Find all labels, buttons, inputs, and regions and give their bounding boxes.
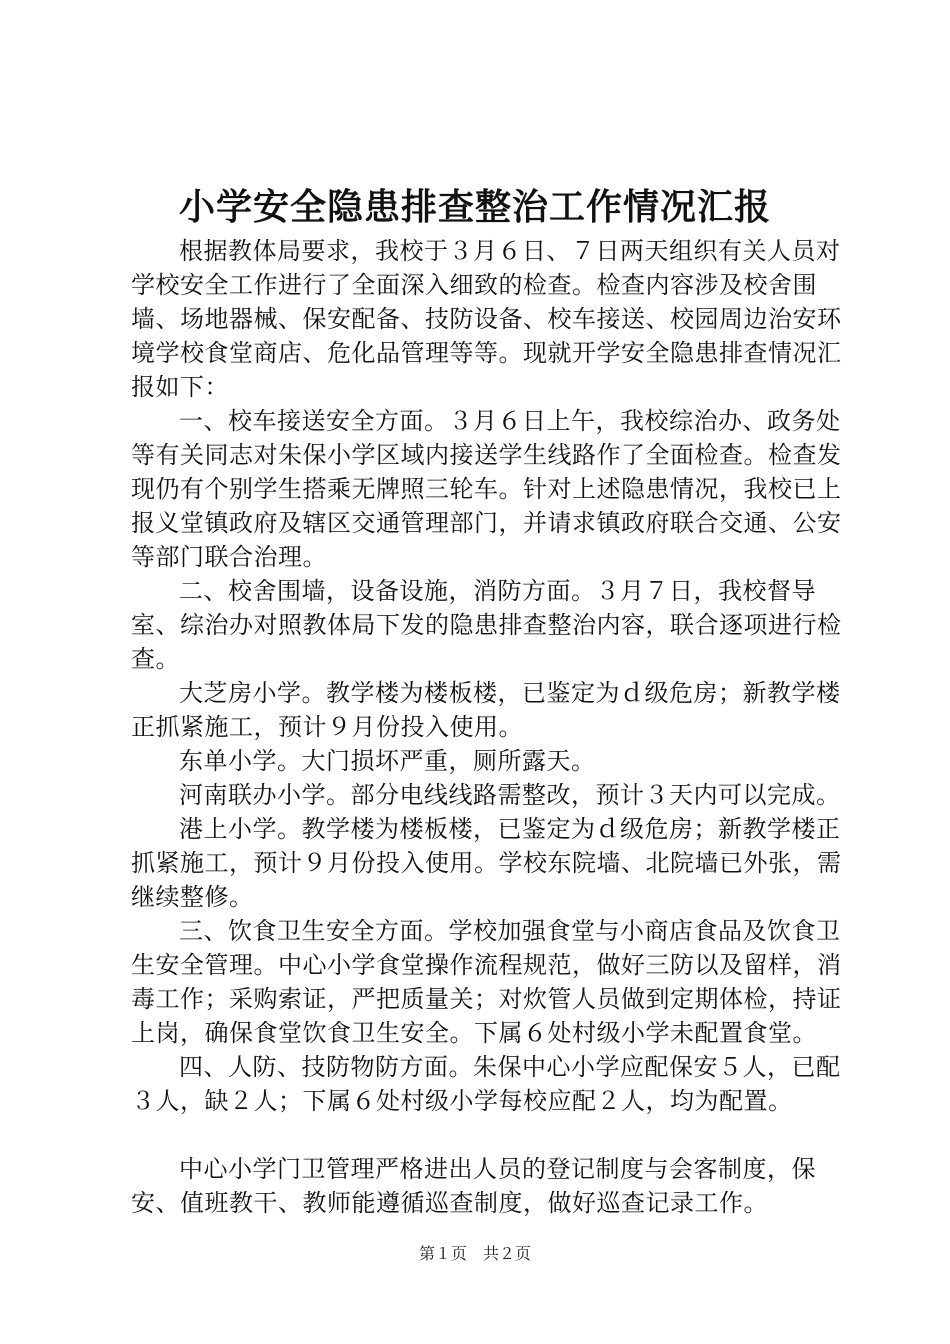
paragraph-gatekeeping: 中心小学门卫管理严格进出人员的登记制度与会客制度，保安、值班教干、教师能遵循巡查制度，做好巡查记录工作。 [131,1155,816,1217]
paragraph-dazhifang: 大芝房小学。教学楼为楼板楼，已鉴定为ｄ级危房；新教学楼正抓紧施工，预计９月份投入使用。 [131,679,841,741]
paragraph-security: 四、人防、技防物防方面。朱保中心小学应配保安５人，已配３人，缺２人；下属６处村级小学每校应配２人，均为配置。 [131,1053,841,1115]
paragraph-food-safety: 三、饮食卫生安全方面。学校加强食堂与小商店食品及饮食卫生安全管理。中心小学食堂操作流程规范，做好三防以及留样，消毒工作；采购索证，严把质量关；对炊管人员做到定期体检，持证上岗，确保食堂饮食卫生安全。下属６处村级小学未配置食堂。 [131,917,842,1047]
paragraph-buildings: 二、校舍围墙，设备设施，消防方面。３月７日，我校督导室、综治办对照教体局下发的隐患排查整治内容，联合逐项进行检查。 [131,577,842,673]
paragraph-gangshang: 港上小学。教学楼为楼板楼，已鉴定为ｄ级危房；新教学楼正抓紧施工，预计９月份投入使用。学校东院墙、北院墙已外张，需继续整修。 [131,815,842,911]
paragraph-school-bus: 一、校车接送安全方面。３月６日上午，我校综治办、政务处等有关同志对朱保小学区域内接送学生线路作了全面检查。检查发现仍有个别学生搭乘无牌照三轮车。针对上述隐患情况，我校已上报义堂镇政府及辖区交通管理部门，并请求镇政府联合交通、公安等部门联合治理。 [131,407,842,571]
paragraph-henan: 河南联办小学。部分电线线路需整改，预计３天内可以完成。 [179,781,841,809]
page-number: 第１页 共２页 [418,1244,531,1263]
document-title: 小学安全隐患排查整治工作情况汇报 [178,186,771,228]
paragraph-dongdan: 东单小学。大门损坏严重，厕所露天。 [179,747,596,775]
document-body [131,234,851,1220]
paragraph-intro: 根据教体局要求，我校于３月６日、７日两天组织有关人员对学校安全工作进行了全面深入细致的检查。检查内容涉及校舍围墙、场地器械、保安配备、技防设备、校车接送、校园周边治安环境学校食堂商店、危化品管理等等。现就开学安全隐患排查情况汇报如下： [131,237,842,401]
